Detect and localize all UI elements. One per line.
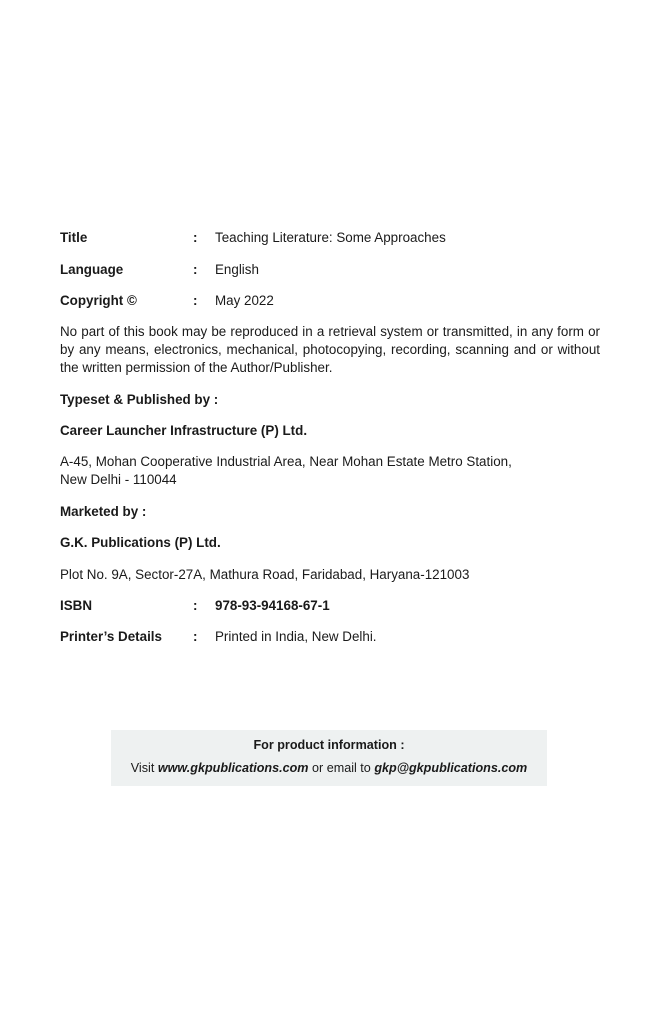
title-value: Teaching Literature: Some Approaches: [215, 230, 446, 245]
website-link[interactable]: www.gkpublications.com: [157, 761, 309, 775]
marketer-name: G.K. Publications (P) Ltd.: [60, 535, 221, 550]
colon: :: [193, 293, 198, 308]
colon: :: [193, 262, 198, 277]
or-email-text: or email to: [312, 761, 371, 775]
publisher-address-line1: A-45, Mohan Cooperative Industrial Area, Near Mohan Estate Metro Station,: [60, 454, 512, 469]
product-info-line: [111, 759, 547, 777]
colon: :: [193, 629, 198, 644]
publisher-name: Career Launcher Infrastructure (P) Ltd.: [60, 423, 308, 438]
email-link[interactable]: gkp@gkpublications.com: [374, 761, 528, 775]
isbn-value: 978-93-94168-67-1: [215, 598, 330, 613]
colon: :: [193, 230, 198, 245]
publisher-heading: Typeset & Published by :: [60, 392, 219, 407]
language-label: Language: [60, 262, 124, 277]
product-info-heading: For product information :: [253, 738, 405, 752]
publisher-address-line2: New Delhi - 110044: [60, 472, 177, 487]
colon: :: [193, 598, 198, 613]
title-label: Title: [60, 230, 88, 245]
isbn-label: ISBN: [60, 598, 92, 613]
printer-label: Printer’s Details: [60, 629, 162, 644]
marketer-heading: Marketed by :: [60, 504, 147, 519]
copyright-value: May 2022: [215, 293, 274, 308]
language-value: English: [215, 262, 259, 277]
copyright-label: Copyright ©: [60, 293, 137, 308]
product-info-box: [111, 730, 547, 786]
visit-text: Visit: [130, 761, 155, 775]
printer-value: Printed in India, New Delhi.: [215, 629, 377, 644]
copyright-notice: No part of this book may be reproduced in a retrieval system or transmitted, in any form or by any means, electronics, mechanical, photocopying, recording, scanning and or without the written permission of the Author/Publisher.: [60, 324, 600, 375]
marketer-address: Plot No. 9A, Sector-27A, Mathura Road, Faridabad, Haryana-121003: [60, 567, 470, 582]
